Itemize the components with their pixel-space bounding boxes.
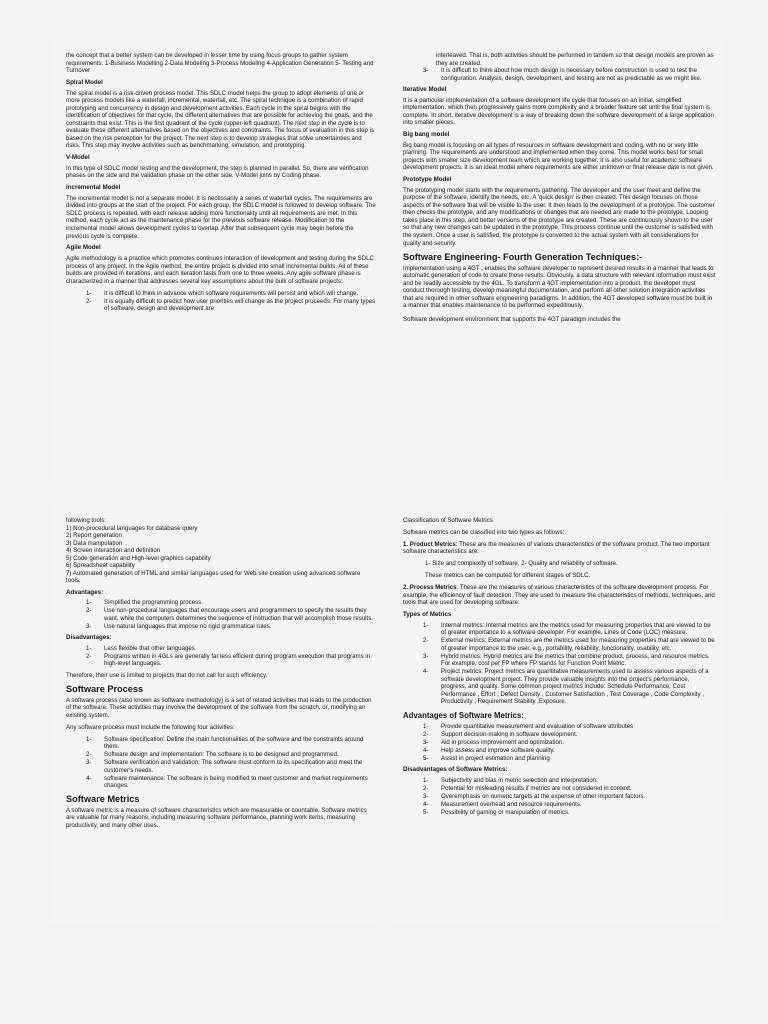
list-item: 1- Software specification: Define the main functionalities of the software and the constraints around them.	[86, 735, 364, 751]
iterative-paragraph: It is a particular implementation of a software development life cycle that focuses on an initial, simplified implementation, which then progressively gains more complexity and a broader feature set until the final system is complete. In short, iterative development is a way of breaking down the software development of a large application into smaller pieces.	[403, 96, 714, 127]
spiral-paragraph: The spiral model is a risk-driven process model. This SDLC model helps the group to adopt elements of one or more process models like a waterfall, incremental, waterfall, etc. The spiral technique is a combination of rapid prototyping and concurrency in design and development activities. Each cycle in the spiral begins with the identification of objectives for that cycle, the different alternatives that are possible for achieving the goals, and the constraints that exist. This is the first quadrant of the cycle (upper-left quadrant). The next step in the cycle is to evaluate these different alternatives based on the objectives and constraints. The focus of evaluation in this step is based on the risk perception for the project. The next step is to develop strategies that solve uncertainties and risks. This step may involve activities such as benchmarking, simulation, and prototyping.	[66, 89, 375, 150]
list-item: 3- Hybrid metrics: Hybrid metrics are the metrics that combine product, process, and resource metrics. For example, cost per FP where FP stands for Function Point Metric.	[423, 652, 710, 668]
list-item: 3- Overemphasis on numeric targets at the expense of other important factors.	[423, 792, 646, 800]
page-2	[391, 40, 724, 480]
list-item: 4- Measurement overhead and resource requirements.	[423, 800, 582, 808]
activities-list	[66, 736, 376, 790]
page-1	[50, 40, 376, 480]
activities-intro: Any software process must include the following four activities:	[66, 723, 235, 731]
process-metrics-label: 2. Process Metrics	[403, 584, 457, 592]
list-item: 3) Data manipulation	[66, 539, 123, 547]
page-3	[50, 505, 376, 925]
4gt-paragraph: Implementation using a 4GT , enables the software developer to represent desired results in a manner that leads to automatic generation of code to create those results. Obviously, a data structure with relevant information must exist and be readily accessible by the 4GL. To transform a 4GT implementation into a product, the developer must conduct thorough testing, develop meaningful documentation, and perform all other solution integration activities that are required in other software engineering paradigms. In addition, the 4GT developed software must be built in a manner that enables maintenance to be performed expeditiously.	[403, 264, 716, 310]
big-bang-paragraph: Big bang model is focusing on all types of resources in software development and coding, with no or very little planning. The requirements are understood and implemented when they come. This model works best for small projects with smaller size development team which are working together. It is also useful for academic software development projects. It is an ideal model where requirements are either unknown or final release date is not given.	[403, 141, 714, 172]
incremental-paragraph: The incremental model is not a separate model. It is necessarily a series of waterfall cycles. The requirements are divided into groups at the start of the project. For each group, the SDLC model is followed to develop software. The SDLC process is repeated, with each release adding more functionality until all requirements are met. In this method, each cycle act as the maintenance phase for the previous software release. Modification to the incremental model allows development cycles to overlap. After that subsequent cycle may begin before the previous cycle is complete.	[66, 194, 376, 240]
list-item: 4- Project metrics: Project metrics are quantitative measurements used to assess various aspects of a software development project. They provide valuable insights into the project's performance, progress, and quality. Some common project metrics include: Schedule Performance, Cost Performance , Effort , Defect Density , Customer Satisfaction , Test Coverage , Code Complexity , Productivity , Requirement Stability ,Exposure.	[423, 668, 709, 706]
classification-heading: Classification of Software Metrics	[403, 517, 493, 524]
agile-assumptions-list	[66, 290, 376, 313]
heading-prototype-model: Prototype Model	[403, 176, 452, 184]
v-model-paragraph: In this type of SDLC model testing and the development, the step is planned in parallel. So, there are verification phases on the side and the validation phase on the other side. V-Model joins by Coding phase.	[66, 164, 369, 180]
heading-incremental-model: Incremental Model	[66, 184, 121, 192]
list-item: 5) Code generation and High-level graphics capability	[66, 554, 211, 562]
list-item: 2- Use non-procedural languages that encourage users and programmers to specify the results they want, while the computers determines the sequence of instruction that will accomplish those results.	[86, 607, 373, 622]
prototype-paragraph: The prototyping model starts with the requirements gathering. The developer and the user meet and define the purpose of the software, identify the needs, etc. A 'quick design' is then created. This design focuses on those aspects of the software that will be visible to the user. It then leads to the development of a prototype. The customer then checks the prototype, and any modifications or changes that are needed are made to the prototype. Looping takes place in this step, and better versions of the prototype are created. These are continuously shown to the user so that any new changes can be updated in the prototype. This process continue until the customer is satisfied with the system. Once a user is satisfied, the prototype is converted to the actual system with all considerations for quality and security.	[403, 186, 715, 247]
heading-software-process: Software Process	[66, 683, 144, 694]
heading-fourth-generation-techniques: Software Engineering- Fourth Generation Techniques:-	[403, 251, 643, 262]
heading-spiral-model: Spiral Model	[66, 79, 103, 87]
heading-v-model: V-Model	[66, 154, 90, 162]
list-item: 7) Automated generation of HTML and similar languages used for Web-site creation using advanced software tools.	[66, 569, 361, 585]
heading-agile-model: Agile Model	[66, 244, 101, 252]
heading-advantages-of-metrics: Advantages of Software Metrics:	[403, 710, 524, 720]
list-item: 1- Internal metrics: Internal metrics are the metrics used for measuring properties that are viewed to be of greater importance to a software developer. For example, Lines of Code (LOC) measure.	[423, 621, 711, 637]
tools-intro: following tools:	[66, 517, 106, 524]
list-item: 3- Software verification and validation: The software must conform to its specification and meet the customer's needs.	[86, 759, 363, 774]
disadvantages-list	[66, 645, 376, 668]
list-item: 5- Possibility of gaming or manipulation of metrics.	[423, 808, 570, 816]
page-4-content	[403, 517, 716, 820]
process-metrics-paragraph: 2. Process Metrics: These are the measures of various characteristics of the software development process. For example, the efficiency of fault detection. They are used to measure the characteristics of methods, techniques, and tools that are used for developing software.	[403, 584, 715, 607]
list-item: 2- Potential for misleading results if metrics are not considered in context.	[423, 784, 632, 792]
assumptions-list-continued	[403, 67, 716, 82]
list-item: 6) Spreadsheet capability	[66, 562, 135, 570]
list-item: 3- Use natural languages that impose no rigid grammatical rules.	[86, 622, 272, 630]
page-3-content	[66, 517, 376, 834]
list-item: 3- Aid in process improvement and optimization.	[423, 738, 564, 746]
software-process-paragraph: A software process (also known as software methodology) is a set of related activities that leads to the production of the software. These activities may involve the development of the software from the scratch, or, modifying an existing system.	[66, 696, 372, 719]
metrics-advantages-list	[403, 723, 716, 763]
list-item: 5- Assist in project estimation and planning	[423, 754, 550, 762]
list-item: 3- It is difficult to think about how much design is necessary before construction is used to test the configuration. Analysis, design, development, and testing are not as predictable as we might like.	[423, 67, 702, 82]
heading-software-metrics: Software Metrics	[66, 793, 140, 804]
types-of-metrics-list	[403, 622, 716, 706]
continued-paragraph: interleaved. That is, both activities should be performed in tandem so that design models are proven as they are created.	[436, 52, 714, 67]
product-metrics-label: 1. Product Metrics	[403, 540, 456, 548]
page-4	[391, 505, 724, 925]
list-item: 4- software maintenance: The software is being modified to meet customer and market requirements changes.	[86, 774, 368, 790]
therefore-paragraph: Therefore, their use is limited to projects that do not call for such efficiency.	[66, 671, 268, 679]
page-1-content	[66, 52, 376, 317]
heading-types-of-metrics: Types of Metrics	[403, 611, 452, 619]
heading-big-bang-model: Big bang model	[403, 131, 450, 139]
agile-paragraph: Agile methodology is a practice which promotes continues interaction of development and testing during the SDLC process of any project. In the Agile method, the entire project is divided into small incremental builds. All of these builds are provided in iterations, and each iteration lasts from one to three weeks. Any agile software phase is characterized in a manner that addresses several key assumptions about the bulk of software projects:	[66, 254, 374, 285]
heading-iterative-model: Iterative Model	[403, 86, 447, 94]
list-item: 1- Provide quantitative measurement and evaluation of software attributes	[423, 722, 634, 730]
stages-line: These metrics can be computed for different stages of SDLC.	[425, 572, 591, 580]
list-item: 2- Software design and implementation: The software is to be designed and programmed.	[86, 751, 339, 759]
list-item: 1- Simplified the programming process.	[86, 599, 203, 607]
list-item: 4) Screen interaction and definition	[66, 547, 161, 555]
heading-advantages: Advantages:	[66, 588, 104, 596]
list-item: 2- External metrics: External metrics are the metrics used for measuring properties that are viewed to be of greater importance to the user, e.g., portability, reliability, functionality, usability, etc.	[423, 637, 715, 652]
characteristics-line: 1- Size and complexity of software. 2- Quality and reliability of software.	[425, 560, 618, 568]
heading-disadvantages: Disadvantages:	[66, 634, 112, 642]
list-item: 2- Programs written in 4GLs are generally far less efficient during program execution that programs in high-level languages.	[86, 652, 371, 668]
product-metrics-paragraph: 1. Product Metrics: These are the measures of various characteristics of the software product. The two important software characteristics are:	[403, 540, 710, 556]
list-item: 2- Support decision-making in software development.	[423, 730, 578, 738]
software-metrics-paragraph: A software metric is a measure of software characteristics which are measurable or countable. Software metrics are valuable for many reasons, including measuring software performance, planning work items, measuring productivity, and many other uses.	[66, 806, 367, 829]
list-item: 1- Subjectivity and bias in metric selection and interpretation.	[423, 776, 598, 784]
environment-paragraph: Software development environment that supports the 4GT paradigm includes the	[403, 316, 621, 324]
list-item: 2) Report generation	[66, 532, 122, 540]
metrics-disadvantages-list	[403, 777, 716, 817]
advantages-list	[66, 599, 376, 630]
list-item: 1- It is difficult to think in advance which software requirements will persist and which will change.	[86, 289, 359, 297]
page-2-content	[403, 52, 716, 328]
list-item: 2- It is equally difficult to predict how user priorities will change as the project proceeds. For many types of software, design and development are	[86, 297, 376, 313]
list-item: 1) Non-procedural languages for database query	[66, 524, 198, 532]
intro-paragraph: the concept that a better system can be developed in lesser time by using focus groups to gather system requirements. 1-Business Modelling 2-Data Modeling 3-Process Modeling 4-Application Generation 5- Testing and Turnover	[66, 52, 374, 75]
list-item: 1- Less flexible that other languages	[86, 644, 195, 652]
heading-disadvantages-of-metrics: Disadvantages of Software Metrics:	[403, 766, 508, 774]
classification-intro: Software metrics can be classified into two types as follows:	[403, 528, 565, 536]
list-item: 4- Help assess and improve software quality.	[423, 746, 555, 754]
tools-list	[66, 525, 376, 585]
